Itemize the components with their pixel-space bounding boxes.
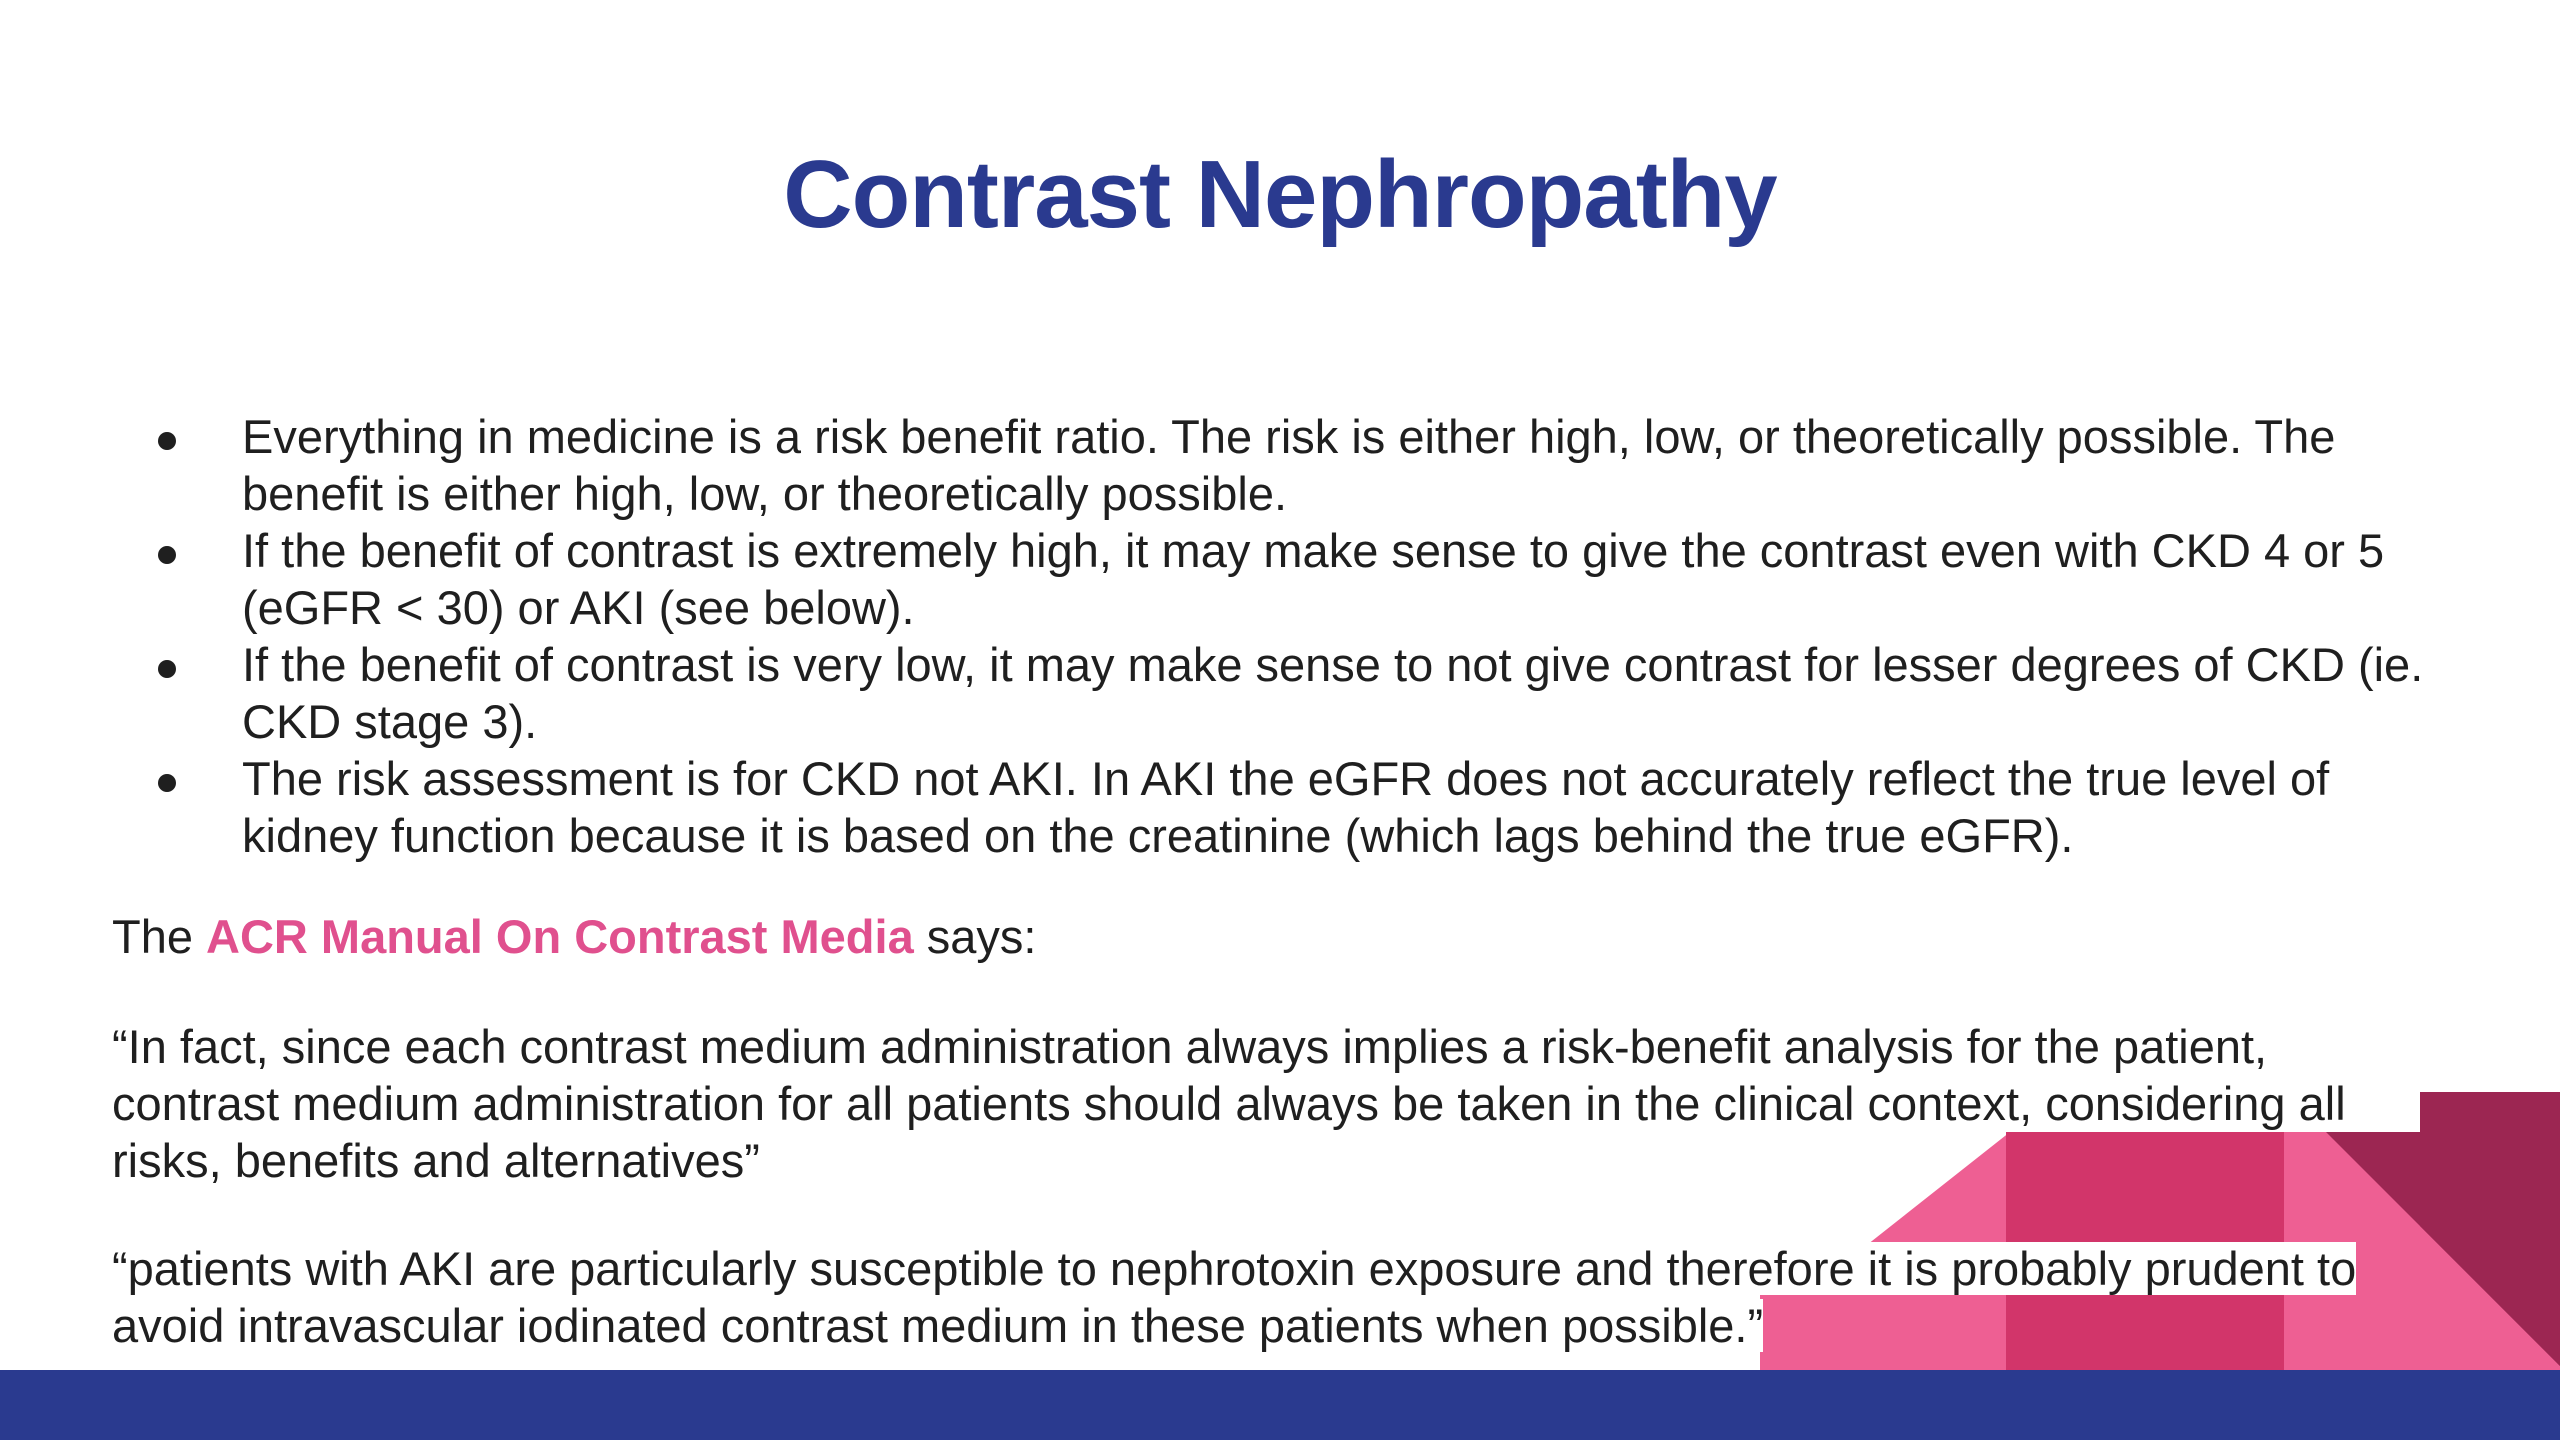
bullet-list [150,408,2450,864]
says-prefix: The [112,910,207,963]
bullet-item: The risk assessment is for CKD not AKI. In AKI the eGFR does not accurately reflect the true level of kidney function because it is based on the creatinine (which lags behind the true eGFR). [150,750,2450,864]
acr-intro-line [112,908,1036,965]
footer-bar [0,1370,2560,1440]
quote-aki [112,1240,2472,1354]
bullet-item: If the benefit of contrast is extremely high, it may make sense to give the contrast even with CKD 4 or 5 (eGFR < 30) or AKI (see below). [150,522,2450,636]
quote-aki-text: “patients with AKI are particularly susceptible to nephrotoxin exposure and therefore it is probably prudent to avoid intravascular iodinated contrast medium in these patients when possible.” [112,1242,2357,1352]
bullet-item: If the benefit of contrast is very low, it may make sense to not give contrast for lesser degrees of CKD (ie. CKD stage 3). [150,636,2450,750]
quote-risk-benefit-text: “In fact, since each contrast medium administration always implies a risk-benefit analysis for the patient, contrast medium administration for all patients should always be taken in the clinical context, considering all risks, benefits and alternatives” [112,1020,2346,1187]
bullet-item: Everything in medicine is a risk benefit ratio. The risk is either high, low, or theoretically possible. The benefit is either high, low, or theoretically possible. [150,408,2450,522]
says-suffix: says: [913,910,1037,963]
acr-manual-link[interactable]: ACR Manual On Contrast Media [206,910,914,963]
quote-risk-benefit [112,1018,2432,1189]
page-title: Contrast Nephropathy [783,141,1777,248]
